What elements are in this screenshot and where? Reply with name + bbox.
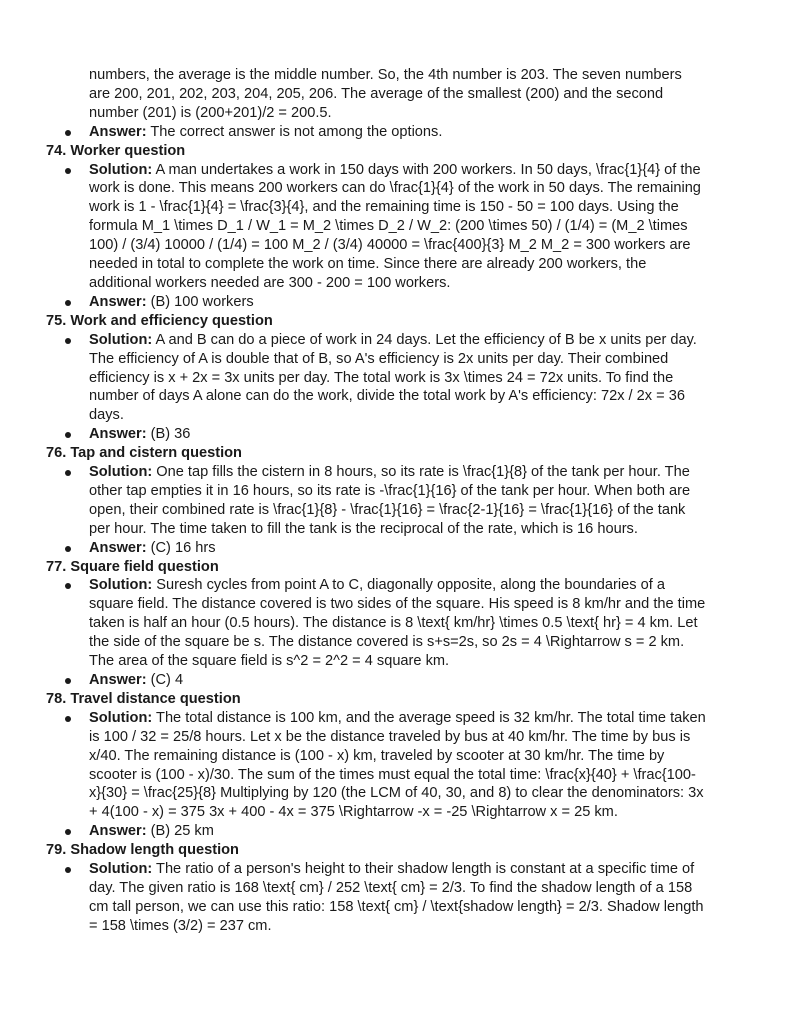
solution: [46, 161, 706, 293]
question-bullets: [46, 576, 706, 689]
answer: [46, 425, 706, 444]
bullet-icon: [65, 678, 71, 684]
answer-text: The correct answer is not among the options.: [146, 123, 443, 140]
answer: [46, 293, 706, 312]
solution-text: Suresh cycles from point A to C, diagonally opposite, along the boundaries of a square field. The distance covered is two sides of the square. His speed is 8 km/hr and the time taken is half an hour (0.5 hours). The distance is 8 \text{ km/hr} \times 0.5 \text{ hr} = 4 km. Let the side of the square be s. The distance covered is s+s=2s, so 2s = 4 \Rightarrow s = 2 km. The area of the square field is s^2 = 2^2 = 4 square km.: [89, 577, 706, 670]
bullet-icon: [65, 867, 71, 873]
question-list: [46, 142, 706, 936]
solution-label: Solution:: [89, 709, 153, 726]
question-title: 74. Worker question: [46, 142, 186, 159]
question-section: [46, 142, 706, 312]
solution-text: One tap fills the cistern in 8 hours, so its rate is \frac{1}{8} of the tank per hour. The other tap empties it in 16 hours, so its rate is -\frac{1}{16} of the tank per hour. When both are open, their combined rate is \frac{1}{8} - \frac{1}{16} = \frac{2-1}{16} = \frac{1}{16} of the tank per hour. The time taken to fill the tank is the reciprocal of the rate, which is 16 hours.: [89, 464, 691, 537]
question-section: [46, 690, 706, 841]
solution: [46, 331, 706, 426]
solution: [46, 463, 706, 539]
answer-label: Answer:: [89, 123, 147, 140]
solution-text: The ratio of a person's height to their shadow length is constant at a specific time of day. The given ratio is 168 \text{ cm} / 252 \text{ cm} = 2/3. To find the shadow length of a 158 cm tall person, we can use this ratio: 158 \text{ cm} / \text{shadow length} = 2/3. Shadow length = 158 \times (3/2) = 237 cm.: [89, 861, 704, 934]
document-content: [46, 66, 706, 936]
bullet-icon: [65, 130, 71, 136]
answer-label: Answer:: [89, 539, 147, 556]
bullet-icon: [65, 716, 71, 722]
intro-continuation: numbers, the average is the middle number. So, the 4th number is 203. The seven numbers are 200, 201, 202, 203, 204, 205, 206. The average of the smallest (200) and the second number (201) is (200+201)/2 = 200.5.: [89, 67, 682, 121]
question-section: [46, 558, 706, 690]
answer: [46, 822, 706, 841]
intro-answer-list: [46, 123, 706, 142]
question-title: 75. Work and efficiency question: [46, 312, 273, 329]
question-title: 79. Shadow length question: [46, 842, 239, 859]
answer: [46, 539, 706, 558]
question-title: 76. Tap and cistern question: [46, 445, 242, 462]
answer-label: Answer:: [89, 672, 147, 688]
answer-text: (B) 25 km: [146, 823, 214, 840]
solution: [46, 709, 706, 822]
bullet-icon: [65, 300, 71, 306]
solution-label: Solution:: [89, 577, 153, 594]
solution-label: Solution:: [89, 331, 153, 348]
question-bullets: [46, 709, 706, 841]
question-section: [46, 312, 706, 444]
question-bullets: [46, 860, 706, 936]
answer-label: Answer:: [89, 426, 147, 443]
solution: [46, 576, 706, 671]
solution-text: A and B can do a piece of work in 24 days. Let the efficiency of B be x units per day. The efficiency of A is double that of B, so A's efficiency is 2x units per day. Their combined efficiency is x + 2x = 3x units per day. The total work is 3x \times 24 = 72x units. To find the number of days A alone can do the work, divide the total work by A's efficiency: 72x / 2x = 36 days.: [89, 331, 697, 424]
solution-label: Solution:: [89, 861, 153, 878]
bullet-icon: [65, 338, 71, 344]
answer-text: (C) 16 hrs: [146, 539, 216, 556]
question-bullets: [46, 161, 706, 312]
answer: [46, 671, 706, 690]
question-bullets: [46, 331, 706, 444]
solution-label: Solution:: [89, 161, 153, 178]
question-bullets: [46, 463, 706, 558]
question-title: 78. Travel distance question: [46, 690, 241, 707]
answer-text: (B) 36: [146, 426, 191, 443]
solution-text: A man undertakes a work in 150 days with 200 workers. In 50 days, \frac{1}{4} of the work is done. This means 200 workers can do \frac{1}{4} of the work in 50 days. The remaining work is 1 - \frac{1}{4} = \frac{3}{4}, and the remaining time is 150 - 50 = 100 days. Using the formula M_1 \times D_1 / W_1 = M_2 \times D_2 / W_2: (200 \times 50) / (1/4) = (M_2 \times 100) / (3/4) 10000 / (1/4) = 100 M_2 / (3/4) 40000 = \frac{400}{3} M_2 M_2 = 300 workers are needed in total to complete the work on time. Since there are already 200 workers, the additional workers needed are 300 - 200 = 100 workers.: [89, 161, 701, 291]
solution-text: The total distance is 100 km, and the average speed is 32 km/hr. The total time taken is 100 / 32 = 25/8 hours. Let x be the distance traveled by bus at 40 km/hr. The time by bus is x/40. The remaining distance is (100 - x) km, traveled by scooter at 30 km/hr. The time by scooter is (100 - x)/30. The sum of the times must equal the total time: \frac{x}{40} + \frac{100-x}{30} = \frac{25}{8} Multiplying by 120 (the LCM of 40, 30, and 8) to clear the denominators: 3x + 4(100 - x) = 375 3x + 400 - 4x = 375 \Rightarrow -x = -25 \Rightarrow x = 25 km.: [89, 709, 706, 821]
bullet-icon: [65, 432, 71, 438]
bullet-icon: [65, 583, 71, 589]
answer-text: (C) 4: [146, 672, 184, 688]
question-section: [46, 841, 706, 936]
intro-answer-item: [46, 123, 706, 142]
bullet-icon: [65, 470, 71, 476]
answer-label: Answer:: [89, 293, 147, 310]
bullet-icon: [65, 829, 71, 835]
answer-label: Answer:: [89, 823, 147, 840]
question-section: [46, 444, 706, 557]
answer-text: (B) 100 workers: [146, 293, 254, 310]
bullet-icon: [65, 168, 71, 174]
solution-label: Solution:: [89, 464, 153, 481]
solution: [46, 860, 706, 936]
question-title: 77. Square field question: [46, 558, 219, 575]
bullet-icon: [65, 546, 71, 552]
